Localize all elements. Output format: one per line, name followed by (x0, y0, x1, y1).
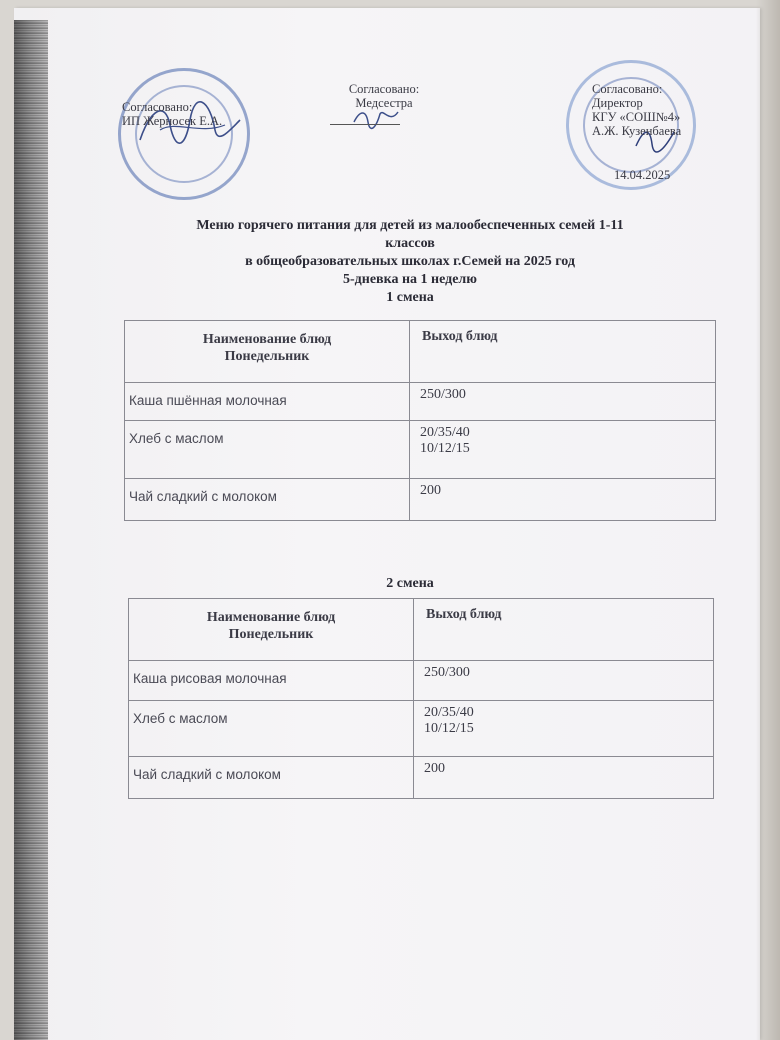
dish-name-cell: Чай сладкий с молоком (125, 479, 410, 521)
table-row (129, 701, 714, 757)
signature-line (330, 124, 400, 125)
dish-output-cell (410, 421, 716, 479)
dish-output-value1: 200 (424, 761, 445, 776)
dish-output-value1: 20/35/40 (420, 425, 470, 440)
header-dish-name (125, 321, 410, 383)
approval-date: 14.04.2025 (614, 168, 671, 182)
dish-output-cell (410, 383, 716, 421)
page-shadow (756, 0, 780, 1040)
dish-output-value1: 250/300 (420, 387, 466, 402)
table-row (125, 383, 716, 421)
table-row (129, 661, 714, 701)
approval-left-line1: Согласовано: (122, 100, 193, 114)
header-dish-name-line1: Наименование блюд (202, 332, 332, 347)
approval-middle (336, 82, 432, 110)
header-dish-output: Выход блюд (410, 321, 716, 383)
table-header-row (129, 599, 714, 661)
header-dish-name-line2: Понедельник (224, 349, 310, 364)
approval-middle-line1: Согласовано: (348, 82, 420, 96)
approval-right-line4: А.Ж. Кузенбаева (592, 124, 682, 138)
shift-2-label: 2 смена (386, 576, 434, 591)
scan-edge-artifact (14, 20, 48, 1040)
dish-name-cell: Каша рисовая молочная (129, 661, 414, 701)
title-line-2: классов (385, 236, 435, 251)
approval-middle-line2: Медсестра (355, 96, 413, 110)
title-line-1: Меню горячего питания для детей из малообеспеченных семей 1-11 (196, 218, 624, 233)
table-row (125, 421, 716, 479)
header-dish-output: Выход блюд (414, 599, 714, 661)
dish-output-value2: 10/12/15 (420, 441, 470, 456)
shift-1-label: 1 смена (386, 290, 434, 305)
menu-table-shift-1 (124, 320, 716, 521)
header-dish-name-line2: Понедельник (228, 627, 314, 642)
dish-output-value1: 20/35/40 (424, 705, 474, 720)
approval-right-line1: Согласовано: (592, 82, 663, 96)
table-row (129, 757, 714, 799)
dish-name-cell: Хлеб с маслом (125, 421, 410, 479)
dish-output-cell (414, 661, 714, 701)
dish-name-cell: Хлеб с маслом (129, 701, 414, 757)
dish-name-cell: Чай сладкий с молоком (129, 757, 414, 799)
dish-output-cell (414, 701, 714, 757)
approval-right-line2: Директор (592, 96, 643, 110)
approval-left (122, 100, 222, 128)
approval-right (592, 82, 681, 138)
header-dish-name (129, 599, 414, 661)
dish-output-value1: 200 (420, 483, 441, 498)
dish-output-value1: 250/300 (424, 665, 470, 680)
dish-output-cell (414, 757, 714, 799)
title-line-4: 5-дневка на 1 неделю (343, 272, 477, 287)
header-dish-name-line1: Наименование блюд (206, 610, 336, 625)
dish-output-value2: 10/12/15 (424, 721, 474, 736)
approval-left-line2: ИП Жерносек Е.А. (122, 114, 223, 128)
approval-right-line3: КГУ «СОШ№4» (592, 110, 681, 124)
title-line-3: в общеобразовательных школах г.Семей на 2025 год (245, 254, 575, 269)
dish-name-cell: Каша пшённая молочная (125, 383, 410, 421)
table-header-row (125, 321, 716, 383)
menu-table-shift-2 (128, 598, 714, 799)
table-row (125, 479, 716, 521)
dish-output-cell (410, 479, 716, 521)
